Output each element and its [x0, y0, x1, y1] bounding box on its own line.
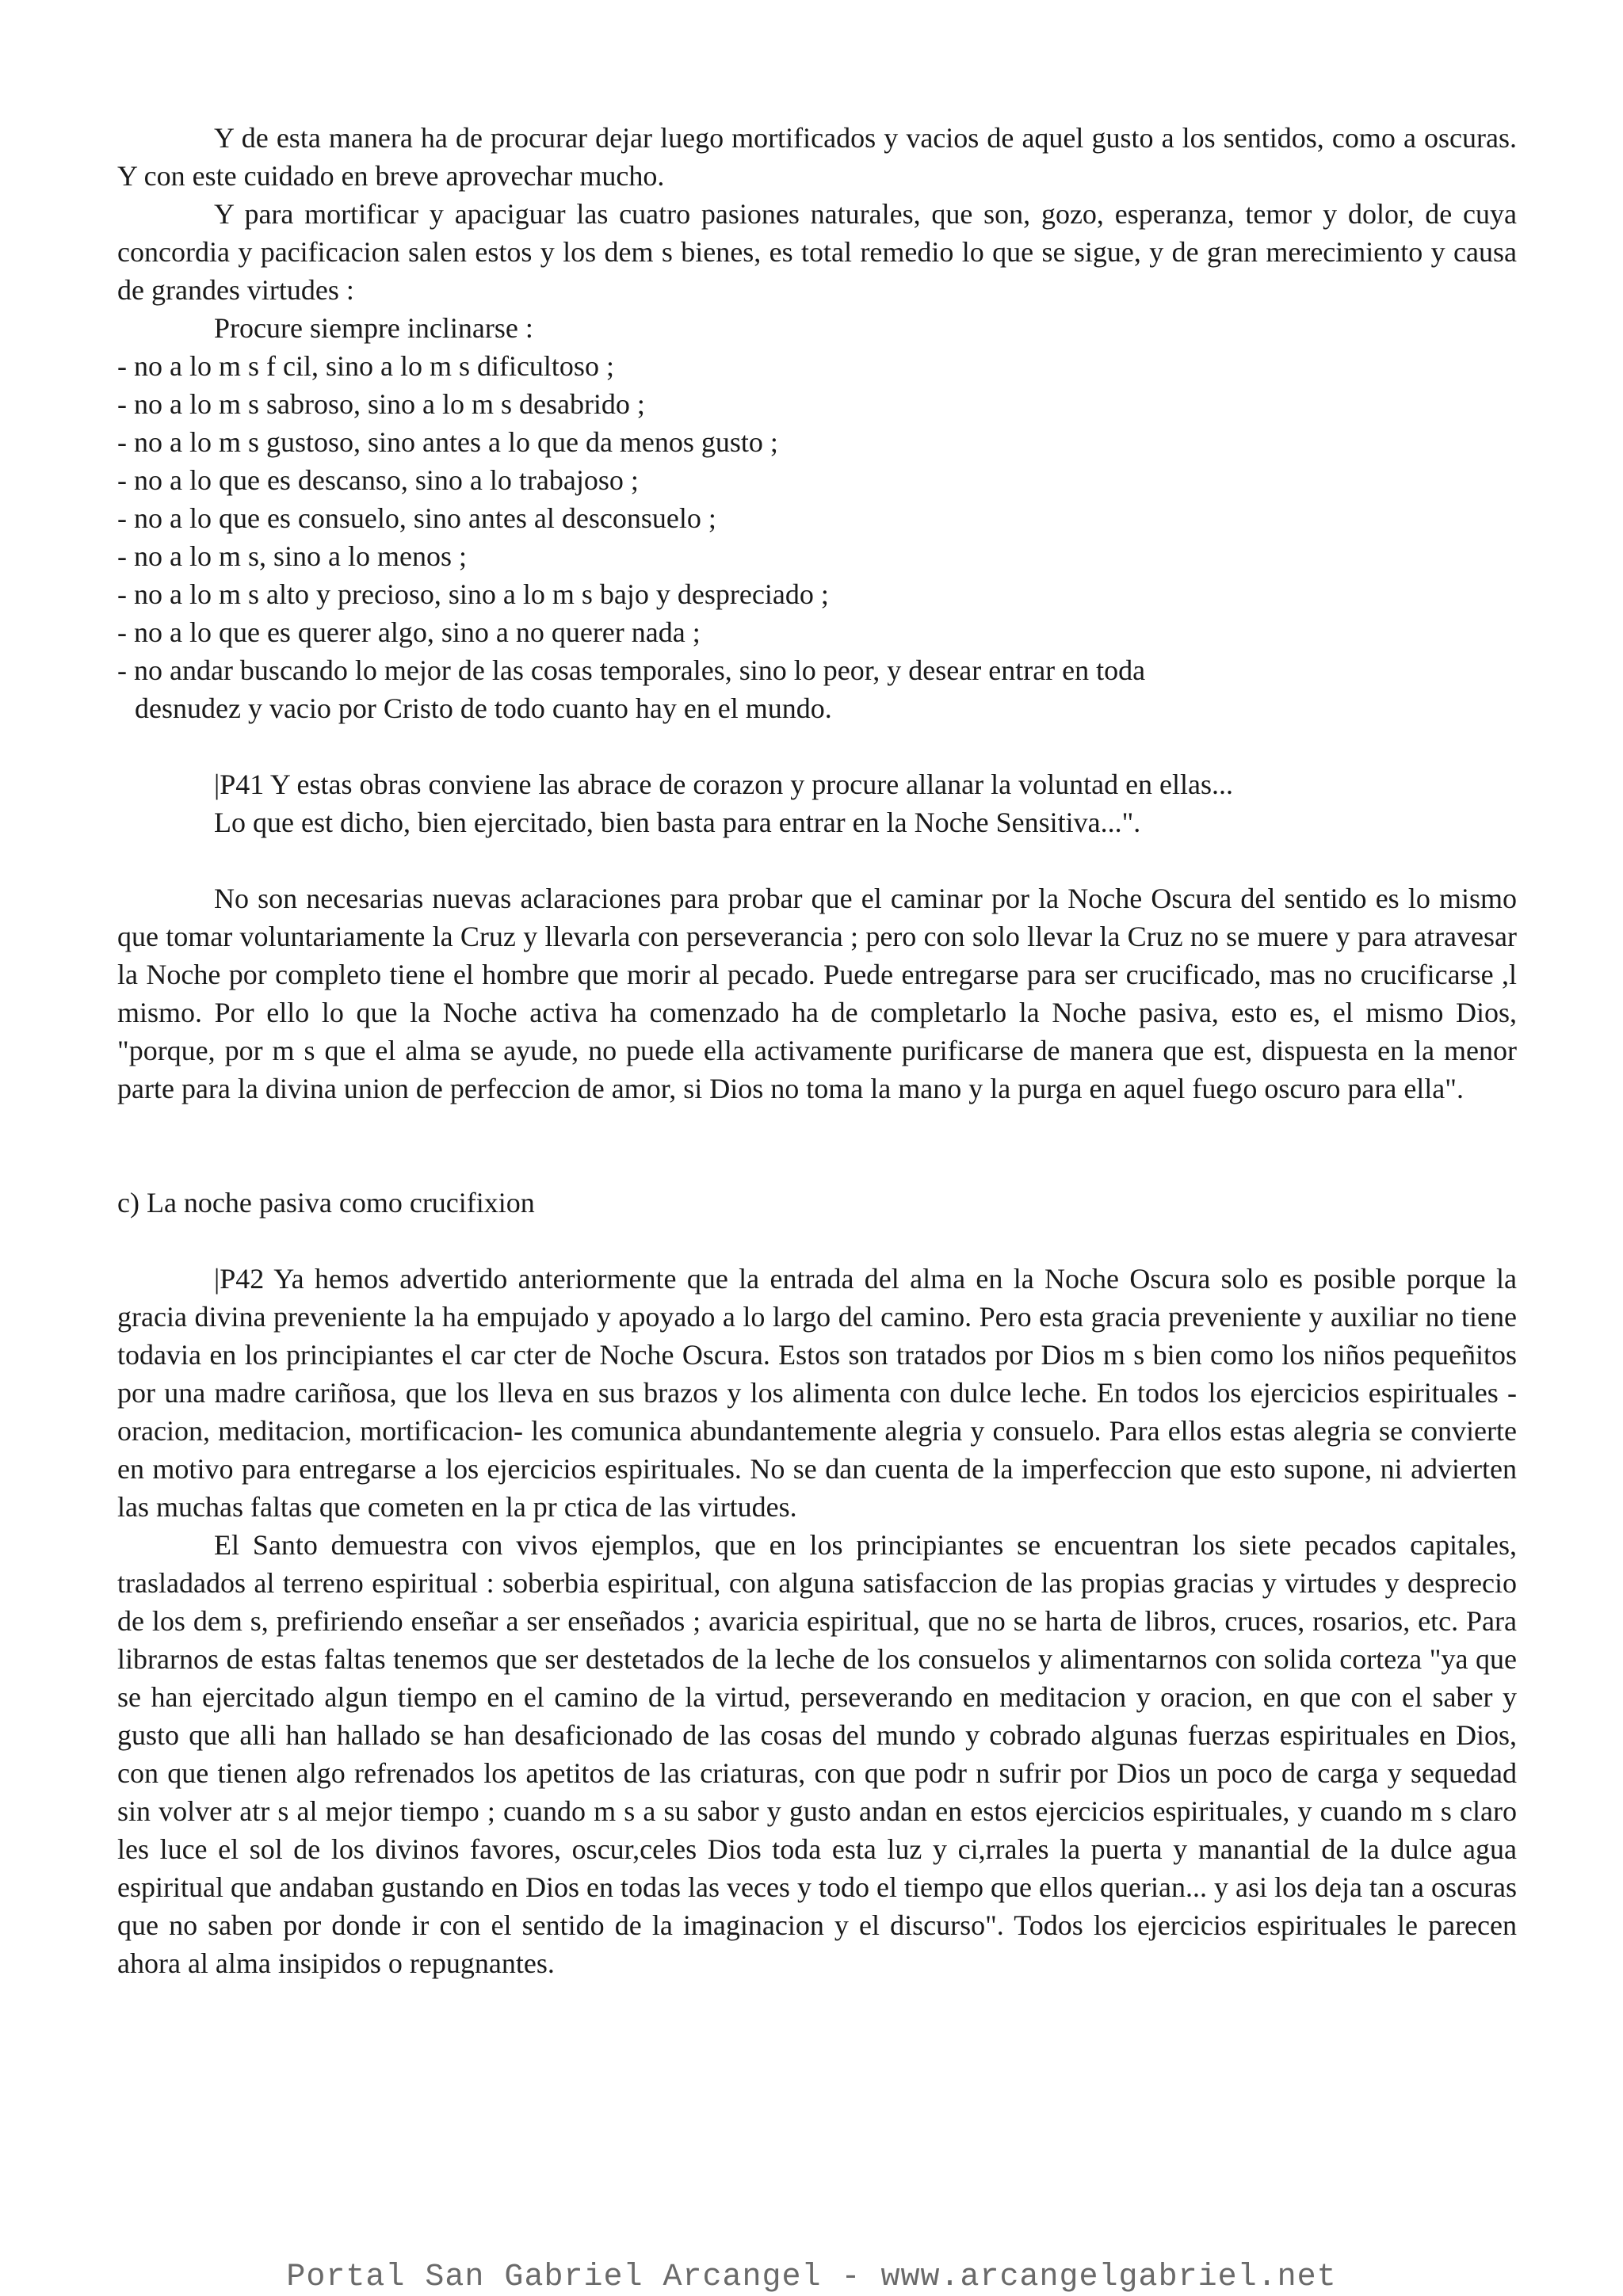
page-footer: Portal San Gabriel Arcangel - www.arcangelgabriel.net: [286, 2260, 1337, 2295]
paragraph-procure-inclinarse: Procure siempre inclinarse :: [214, 312, 533, 344]
inclinations-list: [117, 347, 1517, 727]
paragraph-p42-gracia-preveniente: |P42 Ya hemos advertido anteriormente que la entrada del alma en la Noche Oscura solo es posible porque la gracia divina preveniente la ha empujado y apoyado a lo largo del camino. Pero esta gracia preveniente y auxiliar no tiene todavia en los principiantes el car cter de Noche Oscura. Estos son tratados por Dios m s bien como los niños pequeñitos por una madre cariñosa, que los lleva en sus brazos y los alimenta con dulce leche. En todos los ejercicios espirituales -oracion, meditacion, mortificacion- les comunica abundantemente alegria y consuelo. Para ellos estas alegria se convierte en motivo para entregarse a los ejercicios espirituales. No se dan cuenta de la imperfeccion que esto supone, ni advierten las muchas faltas que cometen en la pr ctica de las virtudes.: [117, 1263, 1517, 1523]
spacer: [117, 841, 1517, 879]
spacer: [117, 727, 1517, 765]
quote-line-noche-sensitiva: Lo que est dicho, bien ejercitado, bien basta para entrar en la Noche Sensitiva...".: [214, 807, 1141, 838]
paragraph-mortificacion-sentidos: Y de esta manera ha de procurar dejar luego mortificados y vacios de aquel gusto a los sentidos, como a oscuras. Y con este cuidado en breve aprovechar mucho.: [117, 122, 1517, 192]
list-item-continuation: desnudez y vacio por Cristo de todo cuanto hay en el mundo.: [135, 692, 832, 724]
paragraph-cuatro-pasiones: Y para mortificar y apaciguar las cuatro pasiones naturales, que son, gozo, esperanza, temor y dolor, de cuya concordia y pacificacion salen estos y los dem s bienes, es total remedio lo que se sigue, y de gran merecimiento y causa de grandes virtudes :: [117, 198, 1517, 306]
list-item: - no a lo m s alto y precioso, sino a lo m s bajo y despreciado ;: [117, 578, 829, 610]
list-item: - no a lo que es consuelo, sino antes al desconsuelo ;: [117, 502, 716, 534]
list-item: - no a lo que es querer algo, sino a no querer nada ;: [117, 616, 701, 648]
list-item: - no andar buscando lo mejor de las cosas temporales, sino lo peor, y desear entrar en toda: [117, 654, 1146, 686]
document-body: [117, 119, 1517, 1982]
section-heading: c) La noche pasiva como crucifixion: [117, 1187, 535, 1219]
list-item: - no a lo m s sabroso, sino a lo m s desabrido ;: [117, 388, 645, 420]
list-item: - no a lo m s, sino a lo menos ;: [117, 540, 467, 572]
spacer: [117, 1108, 1517, 1184]
list-item: - no a lo m s f cil, sino a lo m s dificultoso ;: [117, 350, 614, 382]
list-item: - no a lo m s gustoso, sino antes a lo que da menos gusto ;: [117, 426, 778, 458]
list-item: - no a lo que es descanso, sino a lo trabajoso ;: [117, 464, 639, 496]
paragraph-pecados-capitales: El Santo demuestra con vivos ejemplos, que en los principiantes se encuentran los siete pecados capitales, trasladados al terreno espiritual : soberbia espiritual, con alguna satisfaccion de las propias gracias y virtudes y desprecio de los dem s, prefiriendo enseñar a ser enseñados ; avaricia espiritual, que no se harta de libros, cruces, rosarios, etc. Para librarnos de estas faltas tenemos que ser destetados de la leche de los consuelos y alimentarnos con solida corteza "ya que se han ejercitado algun tiempo en el camino de la virtud, perseverando en meditacion y oracion, en que con el saber y gusto que alli han hallado se han desaficionado de las cosas del mundo y cobrado algunas fuerzas espirituales en Dios, con que tienen algo refrenados los apetitos de las criaturas, con que podr n sufrir por Dios un poco de carga y sequedad sin volver atr s al mejor tiempo ; cuando m s a su sabor y gusto andan en estos ejercicios espirituales, y cuando m s claro les luce el sol de los divinos favores, oscur,celes Dios toda esta luz y ci,rrales la puerta y manantial de la dulce agua espiritual que andaban gustando en Dios en todas las veces y todo el tiempo que ellos querian... y asi los deja tan a oscuras que no saben por donde ir con el sentido de la imaginacion y el discurso". Todos los ejercicios espirituales le parecen ahora al alma insipidos o repugnantes.: [117, 1529, 1517, 1979]
quote-line-p41: |P41 Y estas obras conviene las abrace de corazon y procure allanar la voluntad en ellas...: [214, 769, 1234, 800]
spacer: [117, 1222, 1517, 1260]
paragraph-noche-oscura-cruz: No son necesarias nuevas aclaraciones para probar que el caminar por la Noche Oscura del sentido es lo mismo que tomar voluntariamente la Cruz y llevarla con perseverancia ; pero con solo llevar la Cruz no se muere y para atravesar la Noche por completo tiene el hombre que morir al pecado. Puede entregarse para ser crucificado, mas no crucificarse ,l mismo. Por ello lo que la Noche activa ha comenzado ha de completarlo la Noche pasiva, esto es, el mismo Dios, "porque, por m s que el alma se ayude, no puede ella activamente purificarse de manera que est, dispuesta en la menor parte para la divina union de perfeccion de amor, si Dios no toma la mano y la purga en aquel fuego oscuro para ella".: [117, 883, 1517, 1104]
